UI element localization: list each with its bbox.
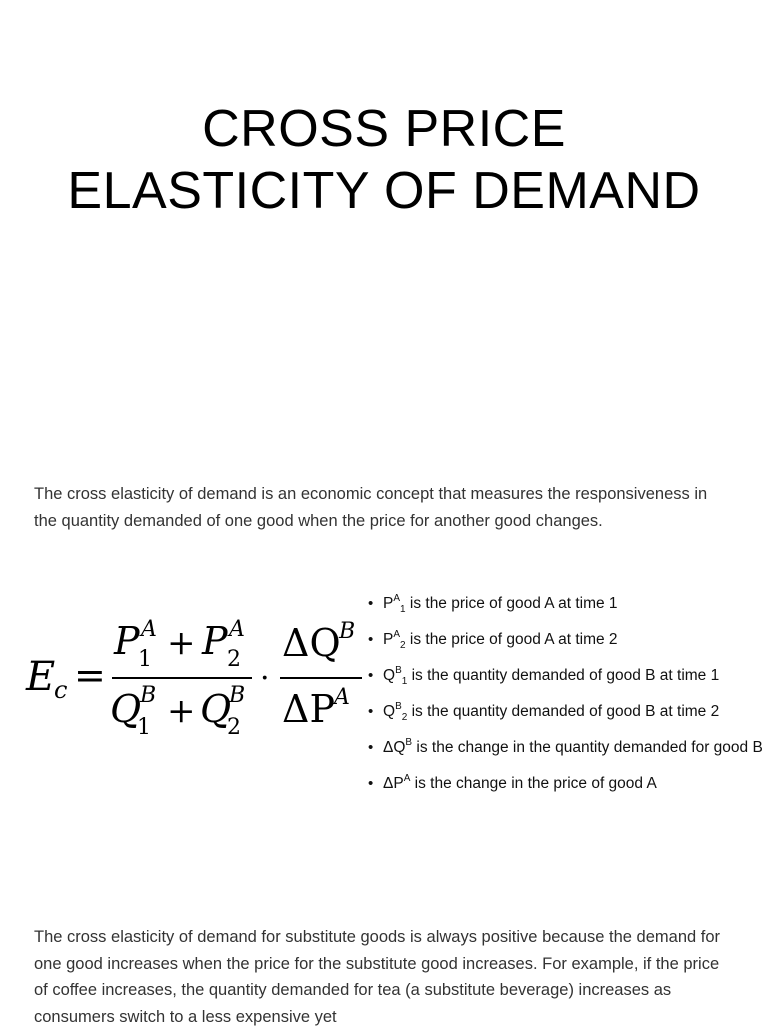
formula-num1-p2-sub: 2 xyxy=(227,647,241,672)
list-item: • $P^A_1$ is the price of good A at time 1 xyxy=(368,589,768,619)
intro-paragraph: The cross elasticity of demand is an economic concept that measures the responsiveness in the quantity demanded of one good when the price for another good changes. xyxy=(34,485,708,530)
list-item: • $\Delta Q^B$ is the change in the quantity demanded for good B xyxy=(368,733,768,763)
formula-dot: · xyxy=(260,661,270,696)
title-line-1: CROSS PRICE xyxy=(202,100,566,158)
title-line-2: ELASTICITY OF DEMAND xyxy=(67,162,701,220)
formula-equals: = xyxy=(74,653,106,697)
formula-num2-sup: B xyxy=(339,619,356,644)
page-title xyxy=(0,98,768,222)
formula-den2-sup: A xyxy=(334,685,350,710)
formula-den1-q1-sub: 1 xyxy=(137,715,151,740)
variable-definitions-list xyxy=(368,589,768,805)
cross-elasticity-formula xyxy=(22,598,367,773)
formula-num1-p2-sup: A xyxy=(229,617,245,642)
formula-den1-plus: + xyxy=(167,691,196,731)
formula-den1-q2-sub: 2 xyxy=(227,715,241,740)
formula-num1-p1-sub: 1 xyxy=(138,647,152,672)
formula-den1-q2-sup: B xyxy=(229,683,246,708)
formula-den1-q2: Q xyxy=(200,687,232,731)
formula-den2: ΔP xyxy=(282,687,336,731)
formula-lhs-e: E xyxy=(26,654,56,700)
formula-den1-q1: Q xyxy=(110,687,142,731)
body-paragraph: The cross elasticity of demand for substitute goods is always positive because the demand for one good increases when the price for the substitute good increases. For example, if the price of coffee increases, the quantity demanded for tea (a substitute beverage) increases as consumers switch to a less expensive yet xyxy=(34,928,721,1026)
formula-num1-p1-sup: A xyxy=(141,617,157,642)
list-item: • $\Delta P^A$ is the change in the price of good A xyxy=(368,769,768,799)
list-item: • $Q^B_2$ is the quantity demanded of good B at time 2 xyxy=(368,697,768,727)
formula-num1-p2: P xyxy=(202,619,228,663)
formula-num2: ΔQ xyxy=(282,621,341,665)
formula-num1-p1: P xyxy=(114,619,140,663)
formula-lhs-sub: c xyxy=(54,676,68,704)
formula-num1-plus: + xyxy=(167,623,196,663)
list-item: • $P^A_2$ is the price of good A at time 2 xyxy=(368,625,768,655)
list-item: • $Q^B_1$ is the quantity demanded of good B at time 1 xyxy=(368,661,768,691)
formula-den1-q1-sup: B xyxy=(140,683,157,708)
